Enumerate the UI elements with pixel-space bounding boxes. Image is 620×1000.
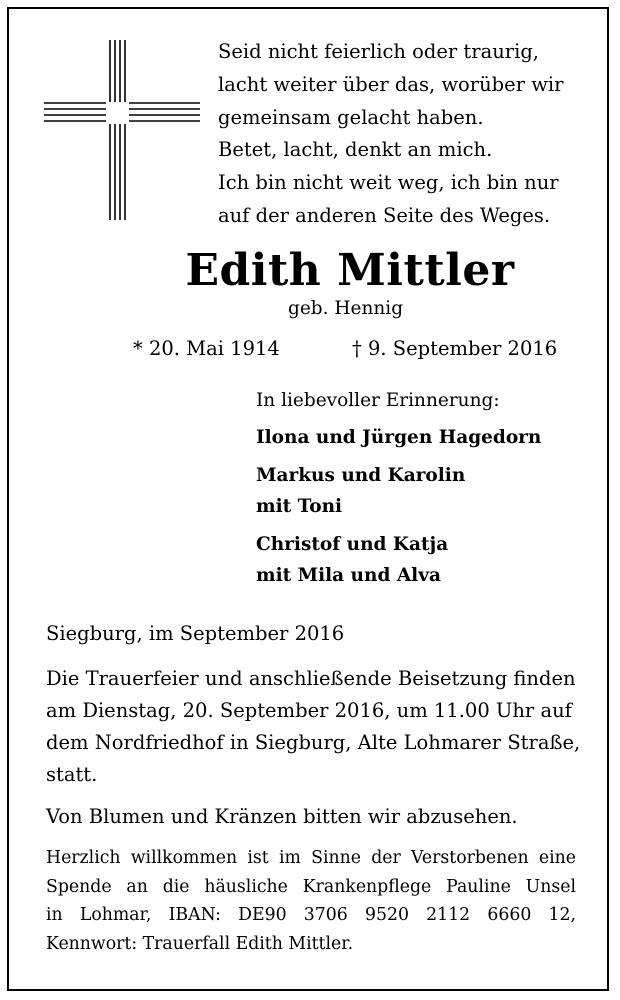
poem-line: lacht weiter über das, worüber wir [218,72,564,96]
death-date: † 9. September 2016 [352,337,558,360]
cross-icon [44,40,200,220]
ceremony-line: statt. [46,763,98,786]
deceased-name: Edith Mittler [185,245,515,296]
mourner-group [256,460,465,522]
donation-line: Spende an die häusliche Krankenpflege Pauline Unsel [46,876,576,897]
ceremony-paragraph [46,663,580,791]
mourner-group [256,422,541,453]
ceremony-line: am Dienstag, 20. September 2016, um 11.00 Uhr auf [46,699,572,722]
flowers-note: Von Blumen und Kränzen bitten wir abzusehen. [46,805,518,828]
poem-line: Seid nicht feierlich oder traurig, [218,40,539,63]
maiden-name: geb. Hennig [288,298,404,319]
mourner-line: Christof und Katja [256,534,449,555]
mourner-line: Ilona und Jürgen Hagedorn [256,427,542,448]
poem-line: Ich bin nicht weit weg, ich bin nur [218,171,559,195]
ceremony-line: dem Nordfriedhof in Siegburg, Alte Lohmarer Straße, [46,731,581,754]
memory-intro: In liebevoller Erinnerung: [256,390,500,411]
donation-line: Kennwort: Trauerfall Edith Mittler. [46,933,354,954]
birth-date: * 20. Mai 1914 [133,337,280,360]
donation-line: Herzlich willkommen ist im Sinne der Verstorbenen eine [46,848,576,868]
poem-line: gemeinsam gelacht haben. [218,105,484,129]
mourner-line: Markus und Karolin [256,465,466,486]
poem-line: Betet, lacht, denkt an mich. [218,138,493,162]
poem-line: auf der anderen Seite des Weges. [218,203,551,227]
mourner-line: mit Mila und Alva [256,565,441,586]
ceremony-line: Die Trauerfeier und anschließende Beisetzung finden [46,667,576,690]
donation-line: in Lohmar, IBAN: DE90 3706 9520 2112 6660 12, [46,905,576,925]
poem [218,36,608,233]
mourner-group [256,529,448,591]
mourner-line: mit Toni [256,496,343,517]
donation-paragraph [46,844,576,958]
place-date: Siegburg, im September 2016 [46,622,345,645]
